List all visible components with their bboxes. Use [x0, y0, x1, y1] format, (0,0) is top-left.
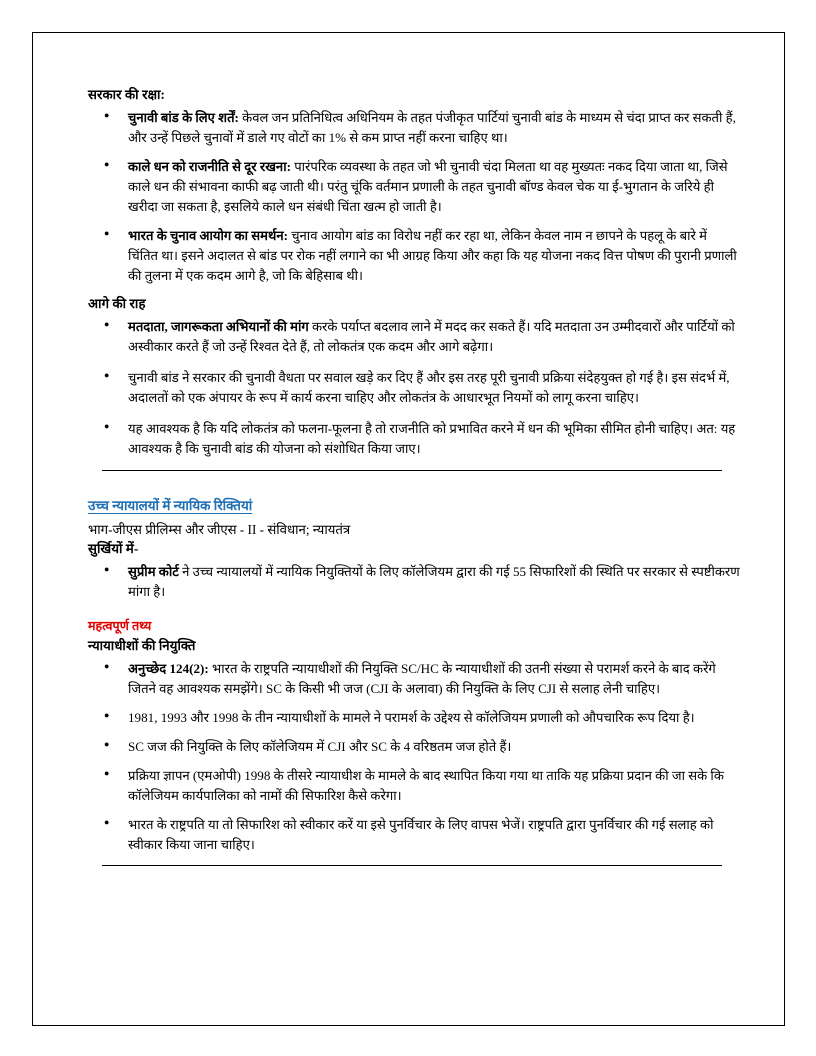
bullet-bold-lead: मतदाता, जागरूकता अभियानों की मांग [128, 318, 309, 334]
bullet-list-in-news [88, 562, 740, 602]
sub-heading-appointment-of-judges: न्यायाधीशों की नियुक्ति [88, 638, 196, 654]
list-item [88, 419, 740, 459]
bullet-text: ने उच्च न्यायालयों में न्यायिक नियुक्तियों के लिए कॉलेजियम द्वारा की गई 55 सिफारिशों की स्थिति पर सरकार से स्पष्टीकरण मांगा है। [128, 563, 740, 599]
bullet-text: भारत के राष्ट्रपति न्यायाधीशों की नियुक्ति SC/HC के न्यायाधीशों की उतनी संख्या से परामर्श करने के बाद करेंगे जितने वह आवश्यक समझेंगे। SC के किसी भी जज (CJI के अलावा) की नियुक्ति के लिए CJI से सलाह लेनी चाहिए। [128, 660, 716, 696]
list-item [88, 562, 740, 602]
list-item [88, 368, 740, 408]
bullet-bold-lead: भारत के चुनाव आयोग का समर्थन: [128, 227, 288, 243]
bullet-bold-lead: चुनावी बांड के लिए शर्तें: [128, 109, 239, 125]
bullet-text: करके पर्याप्त बदलाव लाने में मदद कर सकते हैं। यदि मतदाता उन उम्मीदवारों और पार्टियों को अस्वीकार करते हैं जो उन्हें रिश्वत देते हैं, तो लोकतंत्र एक कदम और आगे बढ़ेगा। [128, 318, 735, 354]
section-heading-in-news: सुर्खियों में- [88, 540, 139, 556]
topic-title-judicial-vacancies[interactable]: उच्च न्यायालयों में न्यायिक रिक्तियां [88, 497, 253, 513]
important-facts-label: महत्वपूर्ण तथ्य [88, 618, 152, 633]
section-heading-government-defence: सरकार की रक्षा: [88, 87, 166, 102]
bullet-bold-lead: काले धन को राजनीति से दूर रखना: [128, 158, 291, 174]
syllabus-part-line: भाग-जीएस प्रीलिम्स और जीएस - II - संविधान; न्यायतंत्र [88, 521, 351, 537]
list-item [88, 108, 740, 148]
list-item [88, 659, 740, 699]
bullet-list-important-facts [88, 659, 740, 855]
list-item [88, 708, 740, 728]
list-item [88, 157, 740, 217]
bullet-text: भारत के राष्ट्रपति या तो सिफारिश को स्वीकार करें या इसे पुनर्विचार के लिए वापस भेजें। राष्ट्रपति द्वारा पुनर्विचार की गई सलाह को स्वीकार किया जाना चाहिए। [128, 817, 714, 853]
section-heading-way-forward: आगे की राह [88, 295, 146, 311]
important-facts-container [88, 611, 740, 638]
bullet-text: केवल जन प्रतिनिधित्व अधिनियम के तहत पंजीकृत पार्टियां चुनावी बांड के माध्यम से चंदा प्राप्त कर सकती हैं, और उन्हें पिछले चुनावों में डाले गए वोटों का 1% से कम प्राप्त नहीं करना चाहिए था। [128, 109, 736, 145]
bullet-bold-lead: सुप्रीम कोर्ट [128, 563, 179, 579]
bullet-list-government-defence [88, 108, 740, 286]
section-divider-bottom [102, 865, 722, 866]
list-item [88, 766, 740, 806]
list-item [88, 226, 740, 286]
topic-title-container [88, 471, 740, 520]
bullet-list-way-forward [88, 317, 740, 459]
list-item [88, 815, 740, 855]
list-item [88, 317, 740, 357]
bullet-text: चुनावी बांड ने सरकार की चुनावी वैधता पर सवाल खड़े कर दिए हैं और इस तरह पूरी चुनावी प्रक्रिया संदेहयुक्त हो गई है। इस संदर्भ में, अदालतों को एक अंपायर के रूप में कार्य करना चाहिए और लोकतंत्र के आधारभूत नियमों को लागू करना चाहिए। [128, 369, 730, 405]
bullet-text: SC जज की नियुक्ति के लिए कॉलेजियम में CJI और SC के 4 वरिष्ठतम जज होते हैं। [128, 739, 512, 755]
page-content [88, 86, 740, 866]
bullet-text: प्रक्रिया ज्ञापन (एमओपी) 1998 के तीसरे न्यायाधीश के मामले के बाद स्थापित किया गया था ताकि यह प्रक्रिया प्रदान की जा सके कि कॉलेजियम कार्यपालिका को नामों की सिफारिश कैसे करेगा। [128, 768, 724, 804]
bullet-text: यह आवश्यक है कि यदि लोकतंत्र को फलना-फूलना है तो राजनीति को प्रभावित करने में धन की भूमिका सीमित होनी चाहिए। अत: यह आवश्यक है कि चुनावी बांड की योजना को संशोधित किया जाए। [128, 420, 736, 456]
bullet-bold-lead: अनुच्छेद 124(2): [128, 660, 209, 676]
list-item [88, 737, 740, 757]
bullet-text: चुनाव आयोग बांड का विरोध नहीं कर रहा था, लेकिन केवल नाम न छापने के पहलू के बारे में चिंतित था। इसने अदालत से बांड पर रोक नहीं लगाने का भी आग्रह किया और कहा कि यह योजना नकद वित्त पोषण की पुरानी प्रणाली की तुलना में एक कदम आगे है, जो कि बेहिसाब थी। [128, 227, 737, 283]
bullet-text: पारंपरिक व्यवस्था के तहत जो भी चुनावी चंदा मिलता था वह मुख्यतः नकद दिया जाता था, जिसे काले धन की संभावना काफी बढ़ जाती थी। परंतु चूंकि वर्तमान प्रणाली के तहत चुनावी बॉण्ड केवल चेक या ई-भुगतान के जरिये ही खरीदा जा सकता है, इसलिये काले धन संबंधी चिंता खत्म हो जाती है। [128, 158, 728, 214]
bullet-text: 1981, 1993 और 1998 के तीन न्यायाधीशों के मामले ने परामर्श के उद्देश्य से कॉलेजियम प्रणाली को औपचारिक रूप दिया है। [128, 710, 695, 726]
